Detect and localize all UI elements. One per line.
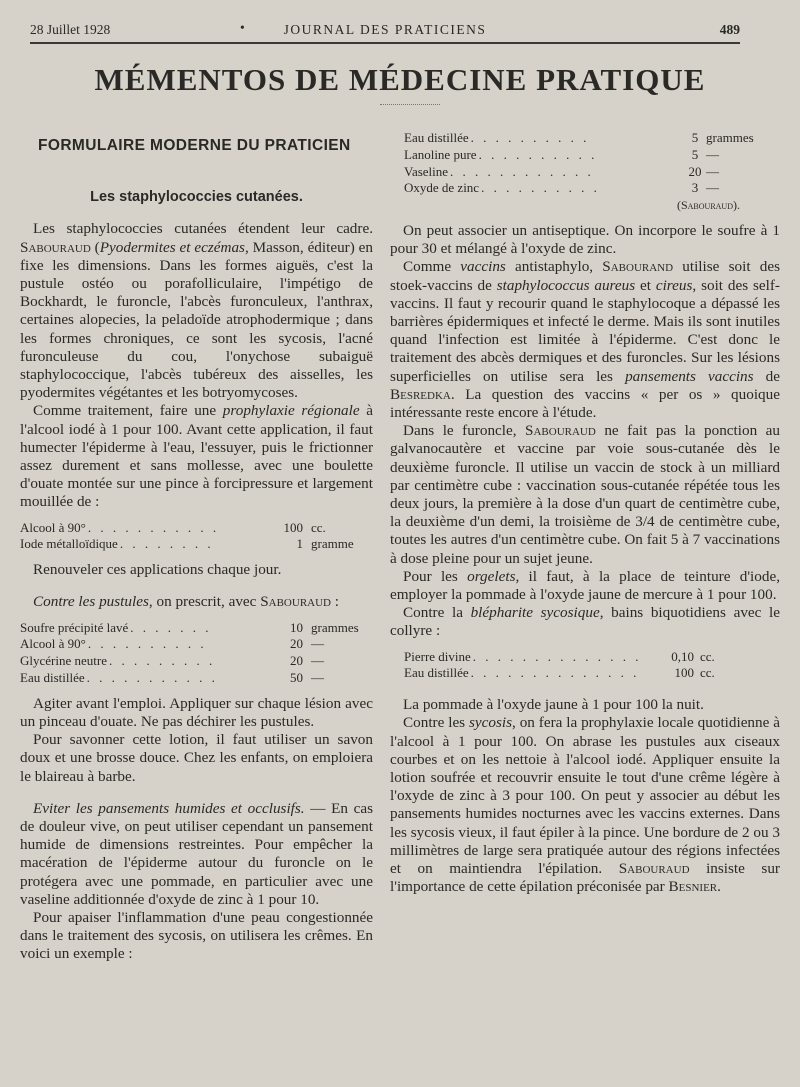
ingredient: Alcool à 90° xyxy=(20,636,86,652)
prescription-row xyxy=(404,130,754,147)
author-name: Sabouraud xyxy=(20,238,91,256)
ingredient: Eau distillée xyxy=(20,670,85,686)
paragraph: Agiter avant l'emploi. Appliquer sur chaque lésion avec un pinceau d'ouate. Ne pas déchirer les pustules. xyxy=(20,694,373,731)
quantity: 20 xyxy=(290,636,303,652)
page-title: MÉMENTOS DE MÉDECINE PRATIQUE xyxy=(94,62,706,97)
left-column xyxy=(20,130,373,964)
unit: — xyxy=(311,670,324,686)
ingredient: Lanoline pure xyxy=(404,146,477,162)
leader-dots: . . . . . . . . . . xyxy=(481,180,600,196)
header-bullet: • xyxy=(240,20,245,35)
prescription-row xyxy=(20,620,373,637)
unit: grammes xyxy=(311,619,359,635)
ingredient: Soufre précipité lavé xyxy=(20,619,129,635)
prescription-row xyxy=(20,653,373,670)
text-run: , on fera la prophylaxie locale quotidienne à l'alcool à 1 pour 100. On abrase les pustules aux ciseaux courbes et on les nettoie à l'alcool iodé. Appliquer ensuite la lotion soufrée et recouvrir ensuite le tout d'une crême légère à l'oxyde de zinc à 3 pour 100. On peut y associer au début les pansements humides nocturnes avec les vaccins externes. Dans les sycosis vieux, il faut épiler à la pince. Une bordure de 2 ou 3 millimètres de large sera pratiquée autour des régions infectées et on maintiendra l'épilation. xyxy=(390,714,780,878)
quantity: 0,10 xyxy=(671,648,694,664)
emphasis: vaccins xyxy=(460,258,506,276)
text-run: . La question des vaccins « per os » quoique intéressante reste encore à l'étude. xyxy=(390,385,780,422)
author-name: Sabouraud xyxy=(260,593,331,611)
spacer xyxy=(390,641,780,649)
title-ornament xyxy=(380,104,440,107)
emphasis: orgelets xyxy=(467,567,516,585)
unit: — xyxy=(311,636,324,652)
paragraph xyxy=(390,714,780,896)
leader-dots: . . . . . . . . . . . xyxy=(86,670,218,686)
leader-dots: . . . . . . . . . . . . . . xyxy=(472,648,642,664)
leader-dots: . . . . . . . . xyxy=(119,536,214,552)
text-run: antistaphylo, xyxy=(505,258,603,276)
journal-name: JOURNAL DES PRATICIENS xyxy=(283,22,487,37)
text-run: Pour les xyxy=(403,567,468,585)
text-run: : xyxy=(331,593,340,611)
text-run: insiste sur l'importance de cette épilation préconisée par xyxy=(390,860,780,896)
text-run: , on prescrit, avec xyxy=(148,593,261,611)
ingredient: Alcool à 90° xyxy=(20,519,86,535)
leader-dots: . . . . . . . . . . . xyxy=(87,519,220,535)
text-run: Contre les xyxy=(403,714,469,732)
unit: — xyxy=(706,180,719,196)
unit: — xyxy=(311,653,324,669)
paragraph: On peut associer un antiseptique. On incorpore le soufre à 1 pour 30 et mélangé à l'oxyde de zinc. xyxy=(390,221,780,258)
spacer xyxy=(20,612,373,620)
article-subtitle: Les staphylococcies cutanées. xyxy=(90,189,303,206)
text-run: ( xyxy=(90,238,100,256)
right-column xyxy=(390,130,780,896)
spacer xyxy=(20,553,373,561)
text-run: Comme traitement, faire une xyxy=(33,402,223,420)
spacer xyxy=(390,682,780,696)
prescription-list xyxy=(390,649,780,683)
emphasis: sycosis xyxy=(468,714,513,732)
prescription-row xyxy=(404,180,740,197)
prescription-author: (Sabouraud). xyxy=(676,198,740,213)
text-run: Comme xyxy=(403,258,461,276)
quantity: 20 xyxy=(290,653,303,669)
leader-dots: . . . . . . . . . xyxy=(108,653,216,669)
paragraph: Renouveler ces applications chaque jour. xyxy=(33,561,282,579)
spacer xyxy=(20,579,373,593)
prescription-row xyxy=(20,670,373,687)
text-run: , il faut, à la place de teinture d'iode, employer la pommade à l'oxyde jaune de mercure à 1 pour 100. xyxy=(390,567,780,604)
unit: — xyxy=(706,146,719,162)
prescription-list xyxy=(390,130,780,214)
prescription-row xyxy=(20,520,373,537)
ingredient: Pierre divine xyxy=(404,648,471,664)
text-run: , Masson, éditeur) en fixe les dimensions. Dans les formes aiguës, c'est la pustule ostéo ou porafolliculaire, l'impétigo de Bockhardt, le furoncle, l'abcès furonculeux, l'anthrax, certaines alopecies, la peladoïde atrophodermique ; dans les formes chroniques, ce sont les sycosis, l'acné furonculeuse du cou, l'onychose subaiguë staphylococcique, l'abcès tubéreux des aisselles, les pyodermites végétantes et les botryomycoses. xyxy=(20,238,373,402)
prescription-row xyxy=(404,164,740,181)
leader-dots: . . . . . . . . . . . . . . xyxy=(470,665,640,681)
leader-dots: . . . . . . . . . . xyxy=(87,636,207,652)
prescription-row xyxy=(20,536,373,553)
unit: grammes xyxy=(706,130,754,145)
quantity: 100 xyxy=(674,665,694,681)
quantity: 1 xyxy=(296,536,303,552)
quantity: 5 xyxy=(691,146,699,162)
paragraph xyxy=(20,402,373,511)
running-header xyxy=(30,22,740,44)
prescription-row xyxy=(404,147,740,164)
quantity: 10 xyxy=(290,619,303,635)
ingredient: Eau distillée xyxy=(404,130,469,145)
text-run: de xyxy=(753,367,780,385)
unit: — xyxy=(706,163,719,179)
leader-dots: . . . . . . . . . . xyxy=(470,130,590,145)
text-run: , soit des self-vaccins. Il faut y recourir quand le staphylocoque a dépassé les barrières épidermiques et infecté le derme. Mais ils sont inutiles quand l'infection est limitée à l'épiderme. C'est donc le traitement des abcès dermiques et des furoncles. Sur les lésions superficielles on utilise sera les xyxy=(390,276,780,385)
author-name: Sabouraud xyxy=(618,860,690,878)
issue-date: 28 Juillet 1928 xyxy=(30,22,111,37)
spacer xyxy=(20,512,373,520)
book-title: Pyodermites et eczémas xyxy=(99,238,245,256)
spacer xyxy=(20,687,373,695)
emphasis: Eviter les pansements humides et occlusifs. xyxy=(33,799,305,817)
section-title: FORMULAIRE MODERNE DU PRATICIEN xyxy=(38,137,351,154)
prescription-list xyxy=(20,620,373,687)
paragraph xyxy=(390,568,780,604)
paragraph: La pommade à l'oxyde jaune à 1 pour 100 la nuit. xyxy=(403,696,704,714)
quantity: 20 xyxy=(688,163,702,179)
paragraph xyxy=(390,604,780,640)
paragraph xyxy=(20,800,373,909)
quantity: 3 xyxy=(691,180,699,196)
emphasis: Contre les pustules xyxy=(33,593,149,611)
leader-dots: . . . . . . . xyxy=(130,619,212,635)
text-run: , bains biquotidiens avec le collyre : xyxy=(390,604,780,640)
text-run: ne fait pas la ponction au galvanocautère et vaccine par voie sous-cutanée dès le deuxième furoncle. Il utilise un vaccin de stock à un milliard par centimètre cube : vaccination sous-cutanée répétée tous les deux jours, la première à la dose d'un quart de centimètre cube, la deuxième d'un demi, la troisième de 3/4 de centimètre cube, toutes les autres d'un centimètre cube. On fait 5 à 7 vaccinations à dose pleine pour un sujet jeune. xyxy=(390,422,780,567)
emphasis: cireus xyxy=(655,276,693,294)
text-run: Contre la xyxy=(403,604,471,622)
author-name: Besredka xyxy=(390,385,451,403)
author-name: Besnier xyxy=(668,878,718,896)
emphasis: blépharite sycosique xyxy=(470,604,600,622)
text-run: et xyxy=(635,276,656,294)
emphasis: staphylococcus aureus xyxy=(496,276,636,294)
text-run: à l'alcool iodé à 1 pour 100. Avant cette application, il faut humecter l'épiderme à l'eau, l'essuyer, puis le frictionner assez durement et sans mollesse, avec une boulette d'ouate montée sur une pince à forcipressure et largement mouillée de : xyxy=(20,402,373,511)
unit: cc. xyxy=(311,519,326,535)
spacer xyxy=(390,214,780,222)
text-run: utilise soit des stoek-vaccins de xyxy=(390,258,780,294)
paragraph xyxy=(20,220,373,402)
paragraph xyxy=(20,593,373,611)
ingredient: Glycérine neutre xyxy=(20,653,107,669)
paragraph: Pour apaiser l'inflammation d'une peau congestionnée dans le traitement des sycosis, on utilisera les crêmes. En voici un exemple : xyxy=(20,909,373,963)
prescription-list xyxy=(20,520,373,554)
leader-dots: . . . . . . . . . . . . xyxy=(450,163,594,179)
text-run: Les staphylococcies cutanées étendent leur cadre. xyxy=(33,220,373,238)
unit: cc. xyxy=(700,665,715,681)
text-run: Dans le furoncle, xyxy=(403,422,526,440)
paragraph xyxy=(390,258,780,422)
paragraph: Pour savonner cette lotion, il faut utiliser un savon doux et une brosse douce. Chez les enfants, on emploiera le blaireau à barbe. xyxy=(20,731,373,785)
emphasis: pansements vaccins xyxy=(625,367,754,385)
prescription-row xyxy=(404,665,734,682)
prescription-row xyxy=(404,649,734,666)
ingredient: Eau distillée xyxy=(404,665,469,681)
leader-dots: . . . . . . . . . . xyxy=(478,146,598,162)
page-number: 489 xyxy=(719,22,740,37)
text-run: . xyxy=(717,878,721,896)
spacer xyxy=(20,786,373,800)
ingredient: Vaseline xyxy=(404,163,449,179)
quantity: 100 xyxy=(283,519,303,535)
quantity: 50 xyxy=(290,670,303,686)
quantity: 5 xyxy=(691,130,699,145)
emphasis: prophylaxie régionale xyxy=(222,402,360,420)
ingredient: Oxyde de zinc xyxy=(404,180,480,196)
author-name: Sabourand xyxy=(602,258,674,276)
prescription-row xyxy=(20,636,373,653)
text-run: — En cas de douleur vive, on peut utiliser cependant un pansement humide de dimensions restreintes. Pour empêcher la macération de l'épiderme autour du furoncle on le protégera avec une pommade, en particulier avec une vaseline additionnée d'oxyde de zinc à 1 pour 10. xyxy=(20,799,373,908)
unit: cc. xyxy=(700,648,715,664)
ingredient: Iode métalloïdique xyxy=(20,536,118,552)
unit: gramme xyxy=(311,536,354,552)
author-name: Sabouraud xyxy=(525,422,596,440)
paragraph xyxy=(390,422,780,568)
